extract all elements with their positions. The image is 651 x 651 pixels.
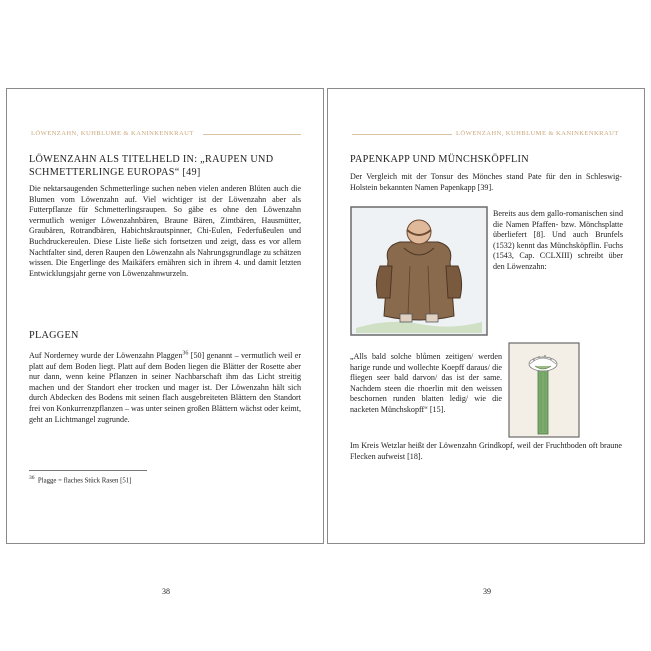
page-number: 39 (483, 587, 491, 596)
paragraph-text: Auf Norderney wurde der Löwenzahn Plaggen (29, 351, 183, 360)
running-head-rule (352, 134, 452, 135)
footnote-number: 36 (29, 475, 35, 481)
body-paragraph (29, 351, 301, 425)
page-number: 38 (162, 587, 170, 596)
closing-paragraph: Im Kreis Wetzlar heißt der Löwenzahn Grindkopf, weil der Fruchtboden oft braune Flecken aufweist [18]. (350, 441, 622, 461)
footnote-reference[interactable]: 36 (182, 350, 189, 357)
section-heading: LÖWENZAHN ALS TITELHELD IN: „RAUPEN UND SCHMETTERLINGE EUROPAS“ [49] (29, 154, 274, 178)
monk-illustration-icon (350, 206, 488, 336)
body-paragraph: Der Vergleich mit der Tonsur des Mönches stand Pate für den in Schleswig-Holstein bekannten Namen Papenkapp [39]. (350, 172, 622, 192)
section-heading: PAPENKAPP UND MÜNCHSKÖPFLIN (350, 154, 529, 165)
quote-paragraph: „Alls bald solche blůmen zeitigen/ werden harige runde und wollechte Koepff daraus/ die fliegen seer bald darvon/ das ist der same. Nachdem steen die rhoerlin mit den weissen beschornen runden blatten ledig/ wie die nacketen Münchskopff“ [15]. (350, 352, 502, 414)
right-page (327, 88, 645, 596)
running-head-rule (203, 134, 301, 135)
body-paragraph: Die nektarsaugenden Schmetterlinge suchen neben vielen anderen Blüten auch die Blumen vom Löwenzahn auf. Viel wichtiger ist der Löwenzahn aber als Futterpflanze für Schmetterlingsraupen. So gäbe es ohne den Löwenzahn vermutlich weniger Löwenzahnbären, Braune Bären, Zimtbären, Hausmütter, Graubären, Rotrandbären, Habichtskrautspinner, Chi-Eulen, Federfußeulen und Buchdruckereulen. Diese Liste ließe sich fortsetzen und zeigt, dass es vor allem Nachtfalter sind, deren Raupen den Löwenzahn als Nahrungsgrundlage zu schätzen wissen. Die Engerlinge des Maikäfers ernähren sich in ihrem 4. und damit letzten Entwicklungsjahr gerne von Löwenzahnwurzeln. (29, 184, 301, 278)
running-head: LÖWENZAHN, KUHBLUME & KANINKENKRAUT (31, 130, 194, 137)
paragraph-text: [50] genannt – vermutlich weil er platt auf dem Boden liegt. Platt auf dem Boden liegen die Blätter der Rosette aber nur dann, wenn keine Pflanzen in seiner Nachbarschaft ihm das Licht streitig machen und der Standort eher trocken und mager ist. Der Löwenzahn hält sich durch Abdecken des Bodens mit seinen flach ausgebreiteten Blättern den Standort frei von Konkurrenzpflanzen – was unter seinen großen Blättern wächst oder keimt, geht an Lichtmangel zugrunde. (29, 351, 302, 424)
side-paragraph: Bereits aus dem gallo-romanischen sind die Namen Pfaffen- bzw. Mönchsplatte überliefert [8]. Und auch Brunfels (1532) kennt das Münchsköpflin. Fuchs (1543, Cap. CCLXIII) schreibt über den Löwenzahn: (493, 209, 623, 271)
footnote-text: Plagge = flaches Stück Rasen [51] (37, 477, 132, 485)
footnote-rule (29, 470, 147, 471)
footnote (29, 474, 301, 485)
running-head: LÖWENZAHN, KUHBLUME & KANINKENKRAUT (456, 130, 619, 137)
dandelion-stalk-illustration-icon (508, 342, 580, 438)
left-page (6, 88, 324, 596)
section-heading: PLAGGEN (29, 330, 79, 341)
